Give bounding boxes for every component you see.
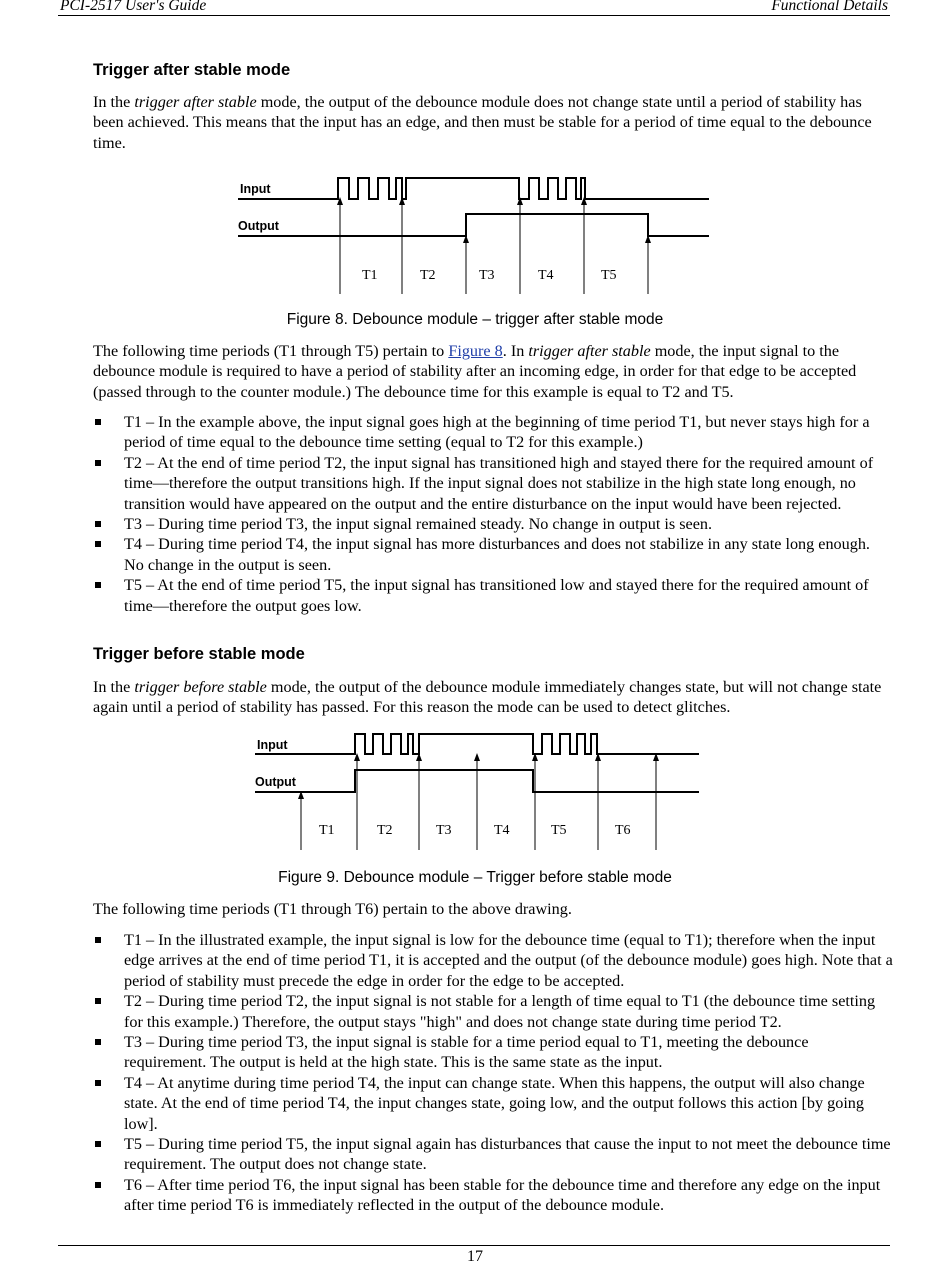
- list-item: T3 – During time period T3, the input signal is stable for a time period equal to T1, meeting the debounce requirement. The output is held at the high state. This is the same state as the input.: [93, 1032, 893, 1073]
- output-waveform: [238, 214, 709, 236]
- bullet-icon: [95, 937, 101, 943]
- figure-8-link[interactable]: Figure 8: [448, 342, 503, 360]
- bullet-icon: [95, 521, 101, 527]
- section1-followup-paragraph: The following time periods (T1 through T5) pertain to Figure 8. In trigger after stable mode, the input signal to the debounce module is required to have a period of stability after an incoming edge, in order for that edge to be accepted (passed through to the counter module.) The debounce time for this example is equal to T2 and T5.: [93, 342, 857, 401]
- list-item: T1 – In the example above, the input signal goes high at the beginning of time period T1, but never stays high for a period of time equal to the debounce time setting (equal to T2 for this example.): [93, 412, 893, 453]
- section2-followup-paragraph: The following time periods (T1 through T6) pertain to the above drawing.: [93, 900, 572, 918]
- bullet-icon: [95, 419, 101, 425]
- figure-9-caption: Figure 9. Debounce module – Trigger before stable mode: [278, 869, 672, 886]
- bullet-icon: [95, 998, 101, 1004]
- list-item: T5 – At the end of time period T5, the input signal has transitioned low and stayed there for the required amount of time—therefore the output goes low.: [93, 575, 893, 616]
- list-item: T4 – At anytime during time period T4, the input can change state. When this happens, the output will also change state. At the end of time period T4, the input changes state, going low, and the output follows this action [by going low].: [93, 1073, 893, 1134]
- list-item: T1 – In the illustrated example, the input signal is low for the debounce time (equal to T1); therefore when the input edge arrives at the end of time period T1, it is accepted and the output (of the debounce module) goes high. Note that a period of stability must precede the edge in order for the edge to be accepted.: [93, 930, 893, 991]
- period-label-t2: T2: [420, 268, 436, 283]
- footer-rule: [58, 1245, 890, 1246]
- bullet-icon: [95, 1080, 101, 1086]
- input-waveform: [238, 178, 709, 199]
- list-item: T4 – During time period T4, the input signal has more disturbances and does not stabilize in any state long enough. No change in the output is seen.: [93, 534, 893, 575]
- bullet-icon: [95, 582, 101, 588]
- list-item: T6 – After time period T6, the input signal has been stable for the debounce time and therefore any edge on the input after time period T6 is immediately reflected in the output of the debounce module.: [93, 1175, 893, 1216]
- section-heading-trigger-after-stable: Trigger after stable mode: [93, 61, 291, 79]
- period-label-t6: T6: [615, 823, 631, 838]
- bullet-icon: [95, 460, 101, 466]
- period-label-t1: T1: [319, 823, 335, 838]
- section1-bullet-list: [93, 412, 893, 616]
- period-label-t3: T3: [479, 268, 495, 283]
- page-number: 17: [467, 1248, 483, 1265]
- output-signal-label: Output: [238, 219, 279, 233]
- input-signal-label: Input: [240, 182, 271, 196]
- period-label-t5: T5: [551, 823, 567, 838]
- bullet-icon: [95, 1141, 101, 1147]
- period-label-t3: T3: [436, 823, 452, 838]
- running-header-section: Functional Details: [771, 0, 888, 14]
- period-label-t1: T1: [362, 268, 378, 283]
- period-label-t5: T5: [601, 268, 617, 283]
- figure-8-caption: Figure 8. Debounce module – trigger after stable mode: [286, 311, 664, 328]
- input-signal-label: Input: [257, 738, 288, 752]
- list-item: T2 – During time period T2, the input signal is not stable for a length of time equal to T1 (the debounce time setting for this example.) Therefore, the output stays "high" and does not change state during time period T2.: [93, 991, 893, 1032]
- figure-8-timing-diagram: [236, 172, 716, 297]
- list-item: T2 – At the end of time period T2, the input signal has transitioned high and stayed there for the required amount of time—therefore the output transitions high. If the input signal does not stabilize in the high state long enough, no transition would have appeared on the output and the entire disturbance on the input would have been rejected.: [93, 453, 893, 514]
- bullet-icon: [95, 1039, 101, 1045]
- list-item: T5 – During time period T5, the input signal again has disturbances that cause the input to not meet the debounce time requirement. The output does not change state.: [93, 1134, 893, 1175]
- section2-bullet-list: [93, 930, 893, 1216]
- header-rule: [58, 15, 890, 16]
- input-waveform: [255, 734, 699, 754]
- bullet-icon: [95, 541, 101, 547]
- period-label-t2: T2: [377, 823, 393, 838]
- period-markers: [298, 753, 659, 850]
- section-heading-trigger-before-stable: Trigger before stable mode: [93, 645, 305, 663]
- list-item: T3 – During time period T3, the input signal remained steady. No change in output is seen.: [93, 514, 893, 534]
- period-label-t4: T4: [538, 268, 554, 283]
- bullet-icon: [95, 1182, 101, 1188]
- figure-9-timing-diagram: [253, 728, 703, 853]
- section2-intro-paragraph: In the trigger before stable mode, the output of the debounce module immediately changes state, but will not change state again until a period of stability has passed. For this reason the mode can be used to detect glitches.: [93, 678, 882, 717]
- running-header-title: PCI-2517 User's Guide: [60, 0, 207, 14]
- output-signal-label: Output: [255, 775, 296, 789]
- period-label-t4: T4: [494, 823, 510, 838]
- section1-intro-paragraph: In the trigger after stable mode, the output of the debounce module does not change state until a period of stability has been achieved. This means that the input has an edge, and then must be stable for a period of time equal to the debounce time.: [93, 93, 872, 152]
